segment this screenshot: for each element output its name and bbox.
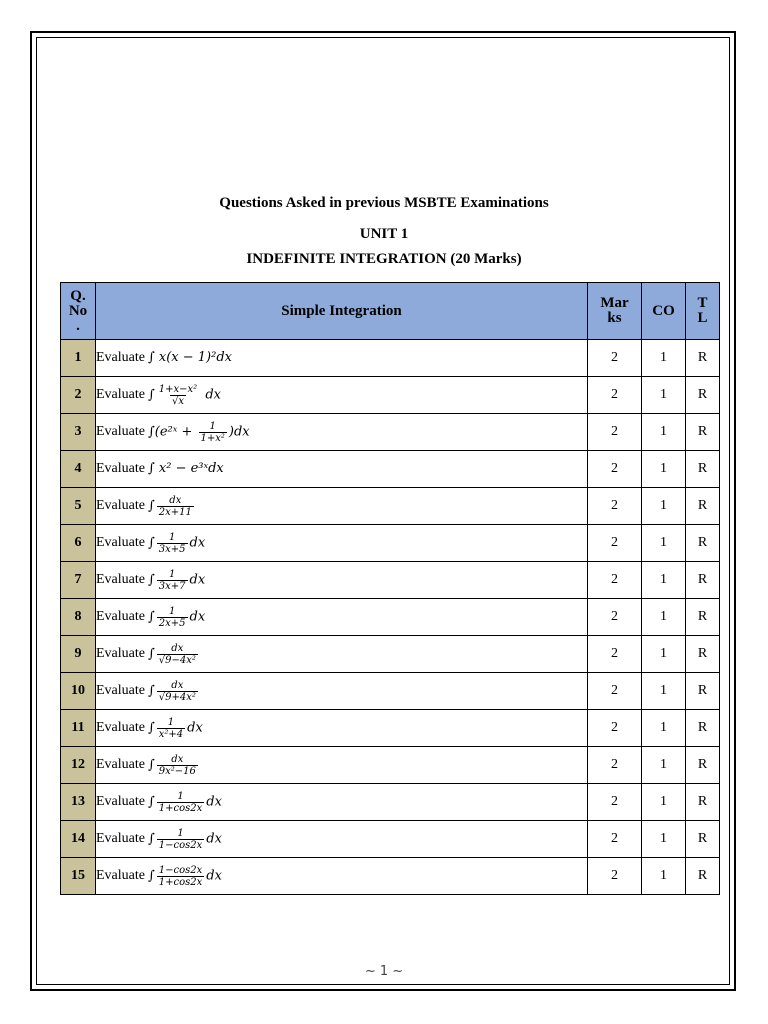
table-row — [61, 821, 720, 858]
question-number: 15 — [61, 858, 96, 895]
question-text — [96, 858, 588, 895]
fraction-denominator: 1−cos2x — [158, 839, 203, 851]
question-tl: R — [686, 710, 720, 747]
question-number: 8 — [61, 599, 96, 636]
question-marks: 2 — [588, 414, 642, 451]
math-fraction — [157, 828, 205, 851]
fraction-denominator: 2x+11 — [158, 506, 192, 518]
question-marks: 2 — [588, 673, 642, 710]
question-tl: R — [686, 858, 720, 895]
question-label: Evaluate — [96, 498, 145, 514]
question-text — [96, 673, 588, 710]
question-text — [96, 451, 588, 488]
question-marks: 2 — [588, 747, 642, 784]
header-qno — [61, 283, 96, 340]
question-label: Evaluate — [96, 572, 145, 588]
header-marks — [588, 283, 642, 340]
math-fraction — [157, 680, 198, 703]
math-expression: ∫(e²ˣ + — [147, 424, 197, 440]
question-number: 11 — [61, 710, 96, 747]
question-co: 1 — [642, 784, 686, 821]
question-co: 1 — [642, 377, 686, 414]
header-tl-line-1: T — [697, 295, 708, 311]
fraction-numerator: 1−cos2x — [158, 864, 203, 876]
question-marks: 2 — [588, 525, 642, 562]
question-co: 1 — [642, 525, 686, 562]
question-number: 12 — [61, 747, 96, 784]
question-co: 1 — [642, 710, 686, 747]
header-tl — [686, 283, 720, 340]
question-label: Evaluate — [96, 535, 145, 551]
question-label: Evaluate — [96, 794, 145, 810]
question-marks: 2 — [588, 710, 642, 747]
question-label: Evaluate — [96, 461, 145, 476]
table-row — [61, 340, 720, 377]
question-number: 10 — [61, 673, 96, 710]
math-expression: dx — [189, 572, 206, 588]
question-tl: R — [686, 340, 720, 377]
question-tl: R — [686, 562, 720, 599]
math-fraction — [157, 754, 198, 777]
question-co: 1 — [642, 599, 686, 636]
question-co: 1 — [642, 414, 686, 451]
fraction-numerator: 1 — [177, 790, 184, 802]
question-number: 6 — [61, 525, 96, 562]
question-number: 9 — [61, 636, 96, 673]
math-fraction — [157, 865, 205, 888]
question-text — [96, 636, 588, 673]
math-fraction — [157, 569, 188, 592]
question-number: 1 — [61, 340, 96, 377]
fraction-numerator: 1 — [167, 716, 175, 728]
math-expression: ∫ — [147, 572, 155, 588]
question-co: 1 — [642, 562, 686, 599]
question-label: Evaluate — [96, 683, 145, 699]
math-fraction — [157, 643, 198, 666]
fraction-numerator: 1+x−x² — [158, 383, 198, 395]
fraction-numerator: 1 — [168, 531, 176, 543]
table-row — [61, 858, 720, 895]
question-text — [96, 599, 588, 636]
math-expression: ∫ x² − e³ˣdx — [147, 461, 224, 476]
question-co: 1 — [642, 673, 686, 710]
fraction-denominator: x²+4 — [158, 728, 184, 740]
math-expression: ∫ — [147, 794, 155, 810]
table-row — [61, 636, 720, 673]
question-text — [96, 340, 588, 377]
fraction-numerator: dx — [171, 753, 184, 765]
question-text — [96, 784, 588, 821]
header-marks-line-2: ks — [607, 310, 622, 326]
unit-label: UNIT 1 — [359, 226, 409, 242]
table-row — [61, 599, 720, 636]
question-text — [96, 747, 588, 784]
fraction-denominator: 2x+5 — [158, 617, 186, 629]
math-expression: dx — [189, 609, 206, 625]
math-expression: )dx — [228, 424, 250, 440]
question-tl: R — [686, 451, 720, 488]
question-label: Evaluate — [96, 350, 145, 365]
table-row — [61, 784, 720, 821]
question-co: 1 — [642, 747, 686, 784]
question-number: 4 — [61, 451, 96, 488]
question-label: Evaluate — [96, 387, 145, 403]
math-expression: dx — [206, 868, 222, 884]
math-expression: ∫ x(x − 1)²dx — [147, 350, 232, 365]
header-qno-line-3: . — [76, 317, 80, 334]
math-fraction — [157, 791, 205, 814]
question-tl: R — [686, 747, 720, 784]
math-expression: dx — [206, 831, 222, 847]
header-qno-line-1: Q. — [70, 287, 86, 304]
fraction-numerator: 1 — [209, 420, 216, 432]
question-label: Evaluate — [96, 831, 145, 847]
question-marks: 2 — [588, 784, 642, 821]
table-row — [61, 747, 720, 784]
header-topic: Simple Integration — [96, 283, 588, 340]
fraction-numerator: 1 — [168, 605, 176, 617]
question-number: 7 — [61, 562, 96, 599]
fraction-denominator: 9x²−16 — [158, 765, 196, 777]
question-co: 1 — [642, 636, 686, 673]
table-row — [61, 525, 720, 562]
fraction-denominator: √9+4x² — [158, 691, 196, 703]
fraction-denominator: 1+cos2x — [158, 802, 203, 814]
math-expression: ∫ — [147, 757, 155, 773]
question-text — [96, 488, 588, 525]
question-co: 1 — [642, 340, 686, 377]
fraction-numerator: dx — [169, 494, 182, 506]
question-marks: 2 — [588, 821, 642, 858]
question-co: 1 — [642, 858, 686, 895]
fraction-numerator: dx — [171, 642, 184, 654]
question-number: 5 — [61, 488, 96, 525]
question-tl: R — [686, 636, 720, 673]
question-label: Evaluate — [96, 646, 145, 662]
question-tl: R — [686, 377, 720, 414]
question-marks: 2 — [588, 451, 642, 488]
unit-subtitle: INDEFINITE INTEGRATION (20 Marks) — [246, 251, 522, 267]
question-marks: 2 — [588, 858, 642, 895]
question-number: 3 — [61, 414, 96, 451]
question-marks: 2 — [588, 599, 642, 636]
question-label: Evaluate — [96, 868, 145, 884]
question-label: Evaluate — [96, 720, 145, 736]
math-expression: dx — [206, 794, 222, 810]
question-marks: 2 — [588, 488, 642, 525]
question-text — [96, 377, 588, 414]
math-fraction — [157, 606, 188, 629]
question-marks: 2 — [588, 377, 642, 414]
question-tl: R — [686, 414, 720, 451]
table-row — [61, 451, 720, 488]
header-qno-line-2: No — [68, 302, 88, 319]
math-fraction — [157, 532, 188, 555]
table-row — [61, 377, 720, 414]
page-number: ~ 1 ~ — [364, 964, 404, 979]
fraction-numerator: dx — [171, 679, 184, 691]
math-expression: ∫ — [147, 831, 155, 847]
fraction-denominator: 3x+5 — [158, 543, 186, 555]
table-row — [61, 562, 720, 599]
header-marks-line-1: Mar — [600, 295, 629, 311]
math-expression: ∫ — [147, 868, 155, 884]
fraction-numerator: 1 — [168, 568, 176, 580]
question-co: 1 — [642, 821, 686, 858]
math-expression: ∫ — [147, 683, 155, 699]
math-expression: ∫ — [147, 646, 155, 662]
fraction-numerator: 1 — [177, 827, 184, 839]
math-expression: dx — [201, 387, 221, 403]
questions-table — [60, 282, 720, 895]
question-marks: 2 — [588, 636, 642, 673]
question-tl: R — [686, 784, 720, 821]
question-text — [96, 710, 588, 747]
math-expression: dx — [189, 535, 206, 551]
question-text — [96, 562, 588, 599]
math-expression: ∫ — [147, 609, 155, 625]
table-header-row — [61, 283, 720, 340]
math-fraction — [157, 384, 199, 407]
math-expression: ∫ — [147, 387, 155, 403]
math-expression: ∫ — [147, 720, 155, 736]
question-marks: 2 — [588, 340, 642, 377]
math-fraction — [157, 717, 185, 740]
question-label: Evaluate — [96, 757, 145, 773]
header-tl-line-2: L — [697, 310, 708, 326]
math-expression: ∫ — [147, 498, 155, 514]
question-tl: R — [686, 821, 720, 858]
math-expression: dx — [187, 720, 203, 736]
fraction-denominator: 3x+7 — [158, 580, 186, 592]
table-row — [61, 414, 720, 451]
question-co: 1 — [642, 451, 686, 488]
table-row — [61, 488, 720, 525]
fraction-denominator: 1+x² — [200, 432, 225, 444]
questions-body — [61, 340, 720, 895]
question-marks: 2 — [588, 562, 642, 599]
question-tl: R — [686, 525, 720, 562]
math-fraction — [157, 495, 194, 518]
question-tl: R — [686, 599, 720, 636]
fraction-denominator: √x — [171, 395, 184, 407]
fraction-denominator: √9−4x² — [158, 654, 196, 666]
question-tl: R — [686, 673, 720, 710]
question-label: Evaluate — [96, 424, 145, 440]
fraction-denominator: 1+cos2x — [158, 876, 203, 888]
question-tl: R — [686, 488, 720, 525]
math-expression: ∫ — [147, 535, 155, 551]
question-number: 13 — [61, 784, 96, 821]
question-text — [96, 821, 588, 858]
table-row — [61, 673, 720, 710]
table-row — [61, 710, 720, 747]
question-text — [96, 525, 588, 562]
question-text — [96, 414, 588, 451]
question-number: 14 — [61, 821, 96, 858]
question-label: Evaluate — [96, 609, 145, 625]
document-title: Questions Asked in previous MSBTE Examinations — [219, 195, 549, 211]
question-number: 2 — [61, 377, 96, 414]
header-co: CO — [642, 283, 686, 340]
question-co: 1 — [642, 488, 686, 525]
math-fraction — [199, 421, 227, 444]
